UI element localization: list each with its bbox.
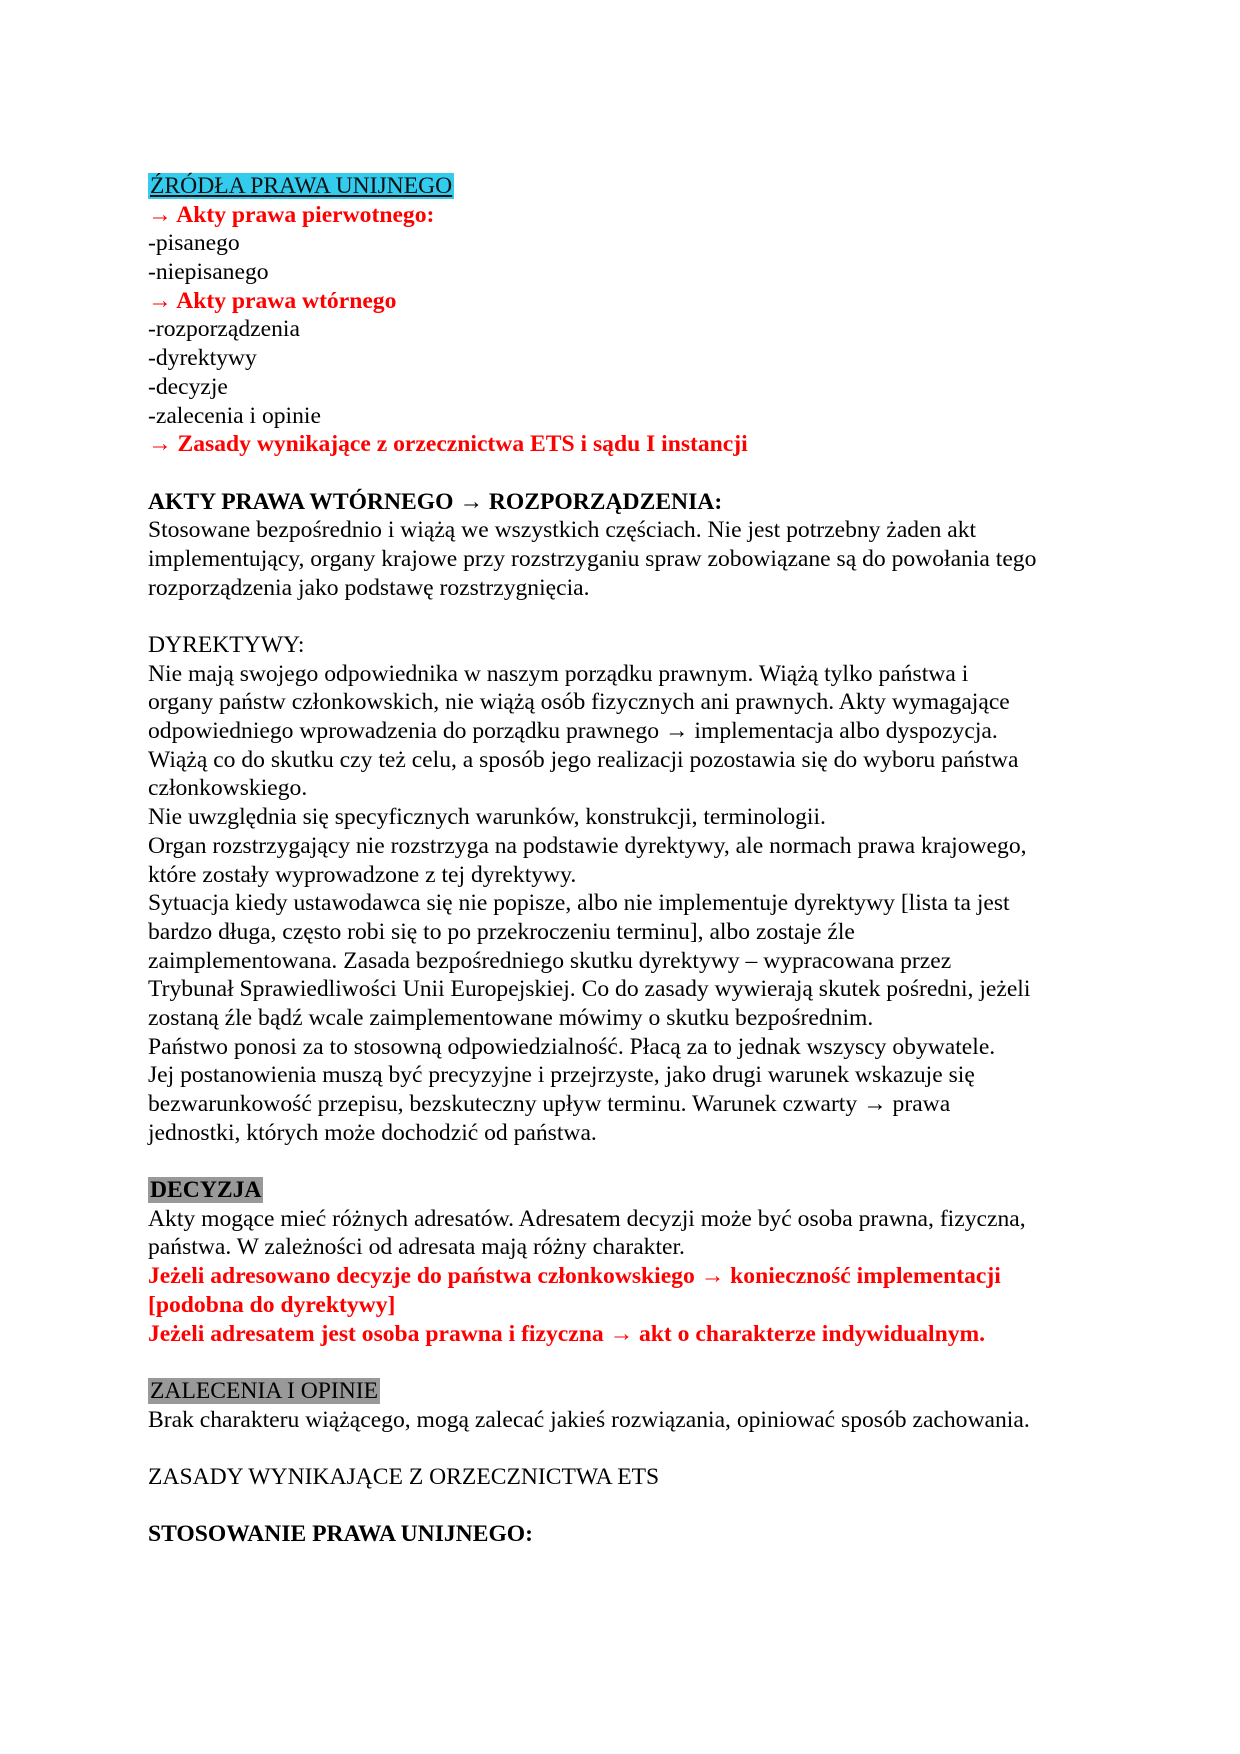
primary-acts-heading: → Akty prawa pierwotnego: — [148, 201, 435, 228]
list-item: -decyzje — [148, 373, 228, 400]
paragraph-line: Wiążą co do skutku czy też celu, a sposób jego realizacji pozostawia się do wyboru państwa — [148, 746, 1019, 773]
paragraph-line: rozporządzenia jako podstawę rozstrzygnięcia. — [148, 574, 590, 601]
spacer — [148, 1147, 1108, 1176]
paragraph-line: państwa. W zależności od adresata mają różny charakter. — [148, 1234, 685, 1261]
paragraph-line: Państwo ponosi za to stosowną odpowiedzialność. Płacą za to jednak wszyscy obywatele. — [148, 1033, 996, 1060]
list-item: -dyrektywy — [148, 345, 257, 372]
decision-rule-line: Jeżeli adresatem jest osoba prawna i fizyczna → akt o charakterze indywidualnym. — [148, 1320, 986, 1347]
principles-source-heading: → Zasady wynikające z orzecznictwa ETS i sądu I instancji — [148, 431, 748, 458]
paragraph-line: bardzo długa, często robi się to po przekroczeniu terminu], albo zostaje źle — [148, 918, 855, 945]
decision-rule-line: Jeżeli adresowano decyzje do państwa członkowskiego → konieczność implementacji — [148, 1263, 1001, 1290]
spacer — [148, 459, 1108, 488]
paragraph-line: Stosowane bezpośrednio i wiążą we wszystkich częściach. Nie jest potrzebny żaden akt — [148, 517, 977, 544]
paragraph-line: implementujący, organy krajowe przy rozstrzyganiu spraw zobowiązane są do powołania tego — [148, 545, 1037, 572]
regulations-heading: AKTY PRAWA WTÓRNEGO → ROZPORZĄDZENIA: — [148, 488, 723, 515]
paragraph-line: Brak charakteru wiążącego, mogą zalecać jakieś rozwiązania, opiniować sposób zachowania. — [148, 1406, 1030, 1433]
recommendations-heading: ZALECENIA I OPINIE — [150, 1377, 379, 1404]
spacer — [148, 1434, 1108, 1463]
document-title: ŹRÓDŁA PRAWA UNIJNEGO — [150, 173, 453, 199]
list-item: -rozporządzenia — [148, 316, 300, 343]
list-item: -niepisanego — [148, 259, 269, 286]
secondary-acts-heading: → Akty prawa wtórnego — [148, 287, 397, 314]
paragraph-line: Sytuacja kiedy ustawodawca się nie popisze, albo nie implementuje dyrektywy [lista ta jest — [148, 890, 1010, 917]
document-title-line — [148, 172, 1108, 201]
paragraph-line: odpowiedniego wprowadzenia do porządku prawnego → implementacja albo dyspozycja. — [148, 718, 998, 745]
document-page — [148, 172, 1108, 1549]
paragraph-line: Nie mają swojego odpowiednika w naszym porządku prawnym. Wiążą tylko państwa i — [148, 660, 969, 687]
decision-heading: DECYZJA — [150, 1177, 262, 1204]
paragraph-line: Jej postanowienia muszą być precyzyjne i przejrzyste, jako drugi warunek wskazuje się — [148, 1062, 975, 1089]
paragraph-line: zaimplementowana. Zasada bezpośredniego skutku dyrektywy – wypracowana przez — [148, 947, 952, 974]
paragraph-line: Nie uwzględnia się specyficznych warunków, konstrukcji, terminologii. — [148, 804, 826, 831]
application-heading: STOSOWANIE PRAWA UNIJNEGO: — [148, 1521, 534, 1548]
paragraph-line: członkowskiego. — [148, 775, 308, 802]
paragraph-line: Organ rozstrzygający nie rozstrzyga na podstawie dyrektywy, ale normach prawa krajowego, — [148, 832, 1027, 859]
paragraph-line: Trybunał Sprawiedliwości Unii Europejskiej. Co do zasady wywierają skutek pośredni, jeżeli — [148, 976, 1031, 1003]
spacer — [148, 602, 1108, 631]
paragraph-line: zostaną źle bądź wcale zaimplementowane mówimy o skutku bezpośrednim. — [148, 1004, 874, 1031]
directives-heading: DYREKTYWY: — [148, 632, 305, 658]
decision-rule-line: [podobna do dyrektywy] — [148, 1291, 396, 1318]
decision-heading-line — [148, 1176, 1108, 1205]
paragraph-line: organy państw członkowskich, nie wiążą osób fizycznych ani prawnych. Akty wymagające — [148, 689, 1010, 716]
paragraph-line: jednostki, których może dochodzić od państwa. — [148, 1119, 597, 1146]
recommendations-heading-line — [148, 1377, 1108, 1406]
paragraph-line: Akty mogące mieć różnych adresatów. Adresatem decyzji może być osoba prawna, fizyczna, — [148, 1205, 1026, 1232]
paragraph-line: bezwarunkowość przepisu, bezskuteczny upływ terminu. Warunek czwarty → prawa — [148, 1091, 951, 1117]
spacer — [148, 1348, 1108, 1377]
list-item: -zalecenia i opinie — [148, 402, 321, 429]
paragraph-line: które zostały wyprowadzone z tej dyrektywy. — [148, 861, 577, 888]
ets-principles-heading: ZASADY WYNIKAJĄCE Z ORZECZNICTWA ETS — [148, 1463, 660, 1490]
spacer — [148, 1492, 1108, 1521]
list-item: -pisanego — [148, 230, 240, 257]
